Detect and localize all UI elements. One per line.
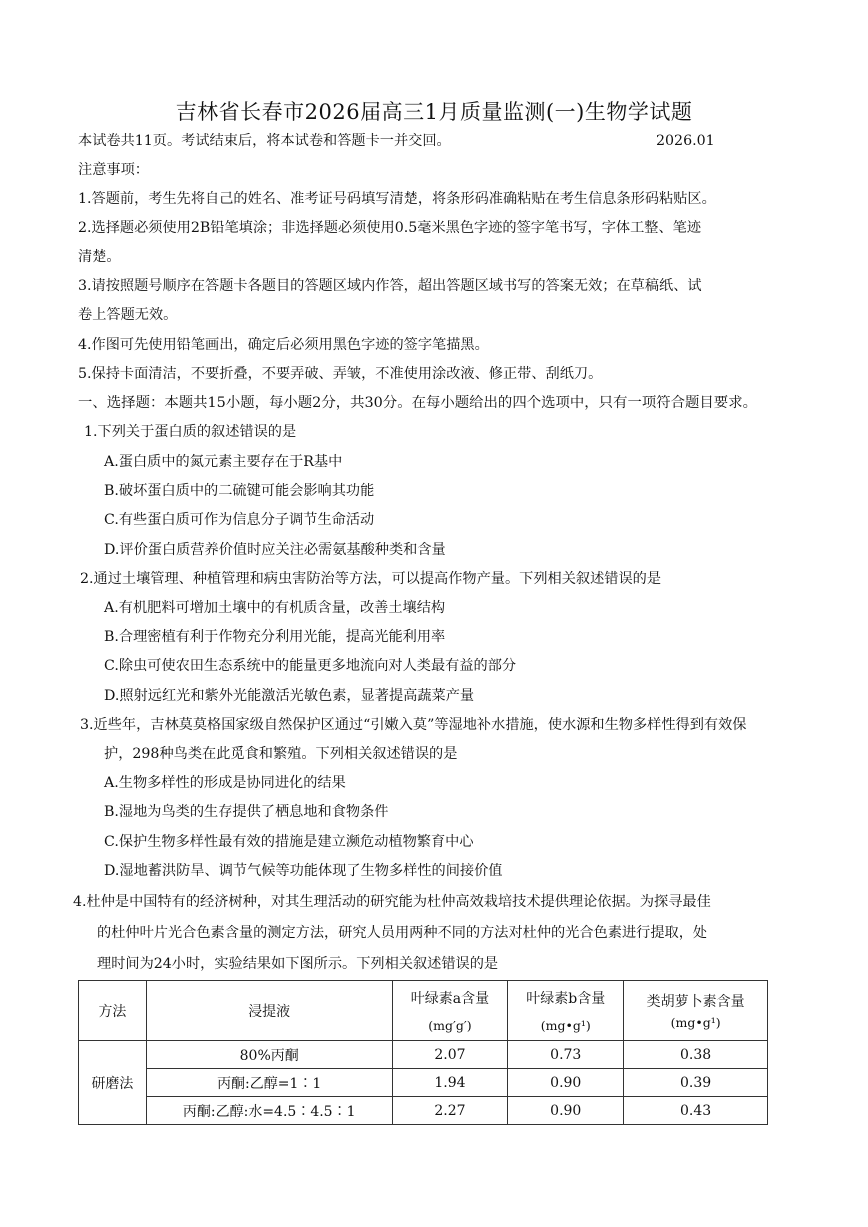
cell-chlorophyll-a: 2.27 [392, 1097, 508, 1125]
header-chlorophyll-a [392, 981, 508, 1041]
header-carotenoid-label: 类胡萝卜素含量 [646, 994, 745, 1010]
note-item: 卷上答题无效。 [78, 307, 178, 323]
question-option: B.破坏蛋白质中的二硫键可能会影响其功能 [104, 483, 375, 499]
cell-carotenoid: 0.39 [624, 1069, 768, 1097]
cell-solvent: 丙酮:乙醇:水=4.5∶4.5∶1 [146, 1097, 392, 1125]
question-option: D.评价蛋白质营养价值时应关注必需氨基酸种类和含量 [104, 542, 446, 558]
note-item: 清楚。 [78, 249, 121, 265]
cell-solvent: 80%丙酮 [146, 1041, 392, 1069]
question-option: B.合理密植有利于作物充分利用光能，提高光能利用率 [104, 629, 446, 645]
header-chlorophyll-a-unit: (mg′g′) [428, 1018, 472, 1033]
question-option: D.照射远红光和紫外光能激活光敏色素，显著提高蔬菜产量 [104, 688, 475, 704]
question-option: D.湿地蓄洪防旱、调节气候等功能体现了生物多样性的间接价值 [104, 863, 503, 879]
question-option: A.生物多样性的形成是协同进化的结果 [104, 775, 346, 791]
note-item: 2.选择题必须使用2B铅笔填涂；非选择题必须使用0.5毫米黑色字迹的签字笔书写，字体工整、笔迹 [78, 220, 702, 236]
header-chlorophyll-b-unit: (mg•g¹) [540, 1018, 591, 1033]
question-option: C.除虫可使农田生态系统中的能量更多地流向对人类最有益的部分 [104, 658, 517, 674]
question-stem: 的杜仲叶片光合色素含量的测定方法，研究人员用两种不同的方法对杜仲的光合色素进行提取，处 [97, 925, 708, 941]
note-item: 3.请按照题号顺序在答题卡各题目的答题区域内作答，超出答题区域书写的答案无效；在草稿纸、试 [78, 278, 702, 294]
page-title: 吉林省长春市2026届高三1月质量监测(一)生物学试题 [175, 100, 693, 124]
section-heading: 一、选择题：本题共15小题，每小题2分，共30分。在每小题给出的四个选项中，只有一项符合题目要求。 [78, 395, 757, 411]
question-option: A.蛋白质中的氮元素主要存在于R基中 [104, 454, 343, 470]
question-stem: 2.通过土壤管理、种植管理和病虫害防治等方法，可以提高作物产量。下列相关叙述错误的是 [80, 571, 662, 587]
question-option: A.有机肥料可增加土壤中的有机质含量，改善土壤结构 [104, 600, 446, 616]
exam-date: 2026.01 [656, 133, 715, 149]
note-item: 5.保持卡面清洁，不要折叠，不要弄破、弄皱，不准使用涂改液、修正带、刮纸刀。 [78, 366, 603, 382]
question-stem: 理时间为24小时，实验结果如下图所示。下列相关叙述错误的是 [97, 956, 499, 972]
cell-solvent: 丙酮:乙醇=1∶1 [146, 1069, 392, 1097]
question-option: C.保护生物多样性最有效的措施是建立濒危动植物繁育中心 [104, 834, 474, 850]
table-row [79, 1069, 768, 1097]
intro-text: 本试卷共11页。考试结束后，将本试卷和答题卡一并交回。 [78, 133, 451, 149]
question-stem: 4.杜仲是中国特有的经济树种，对其生理活动的研究能为杜仲高效栽培技术提供理论依据。为探寻最佳 [73, 894, 711, 910]
group-label: 研磨法 [79, 1041, 147, 1125]
header-method: 方法 [79, 981, 147, 1041]
pigment-table [78, 980, 768, 1125]
header-chlorophyll-b [508, 981, 624, 1041]
cell-carotenoid: 0.43 [624, 1097, 768, 1125]
cell-chlorophyll-b: 0.90 [508, 1097, 624, 1125]
note-item: 1.答题前，考生先将自己的姓名、准考证号码填写清楚，将条形码准确粘贴在考生信息条形码粘贴区。 [78, 191, 716, 207]
cell-chlorophyll-b: 0.90 [508, 1069, 624, 1097]
question-option: B.湿地为鸟类的生存提供了栖息地和食物条件 [104, 804, 389, 820]
cell-chlorophyll-a: 1.94 [392, 1069, 508, 1097]
cell-carotenoid: 0.38 [624, 1041, 768, 1069]
table-header-row [79, 981, 768, 1041]
cell-chlorophyll-b: 0.73 [508, 1041, 624, 1069]
table-row [79, 1097, 768, 1125]
header-chlorophyll-a-label: 叶绿素a含量 [410, 991, 490, 1007]
header-carotenoid-unit: (mg•g¹) [670, 1015, 721, 1030]
table-row [79, 1041, 768, 1069]
question-stem: 1.下列关于蛋白质的叙述错误的是 [84, 424, 297, 440]
notes-heading: 注意事项： [78, 162, 149, 178]
header-chlorophyll-b-label: 叶绿素b含量 [526, 991, 606, 1007]
question-stem: 3.近些年，吉林莫莫格国家级自然保护区通过“引嫩入莫”等湿地补水措施，使水源和生物多样性得到有效保 [80, 717, 747, 733]
header-solvent: 浸提液 [146, 981, 392, 1041]
question-stem: 护，298种鸟类在此觅食和繁殖。下列相关叙述错误的是 [104, 746, 458, 762]
note-item: 4.作图可先使用铅笔画出，确定后必须用黑色字迹的签字笔描黑。 [78, 337, 489, 353]
header-carotenoid [624, 981, 768, 1041]
cell-chlorophyll-a: 2.07 [392, 1041, 508, 1069]
question-option: C.有些蛋白质可作为信息分子调节生命活动 [104, 512, 375, 528]
